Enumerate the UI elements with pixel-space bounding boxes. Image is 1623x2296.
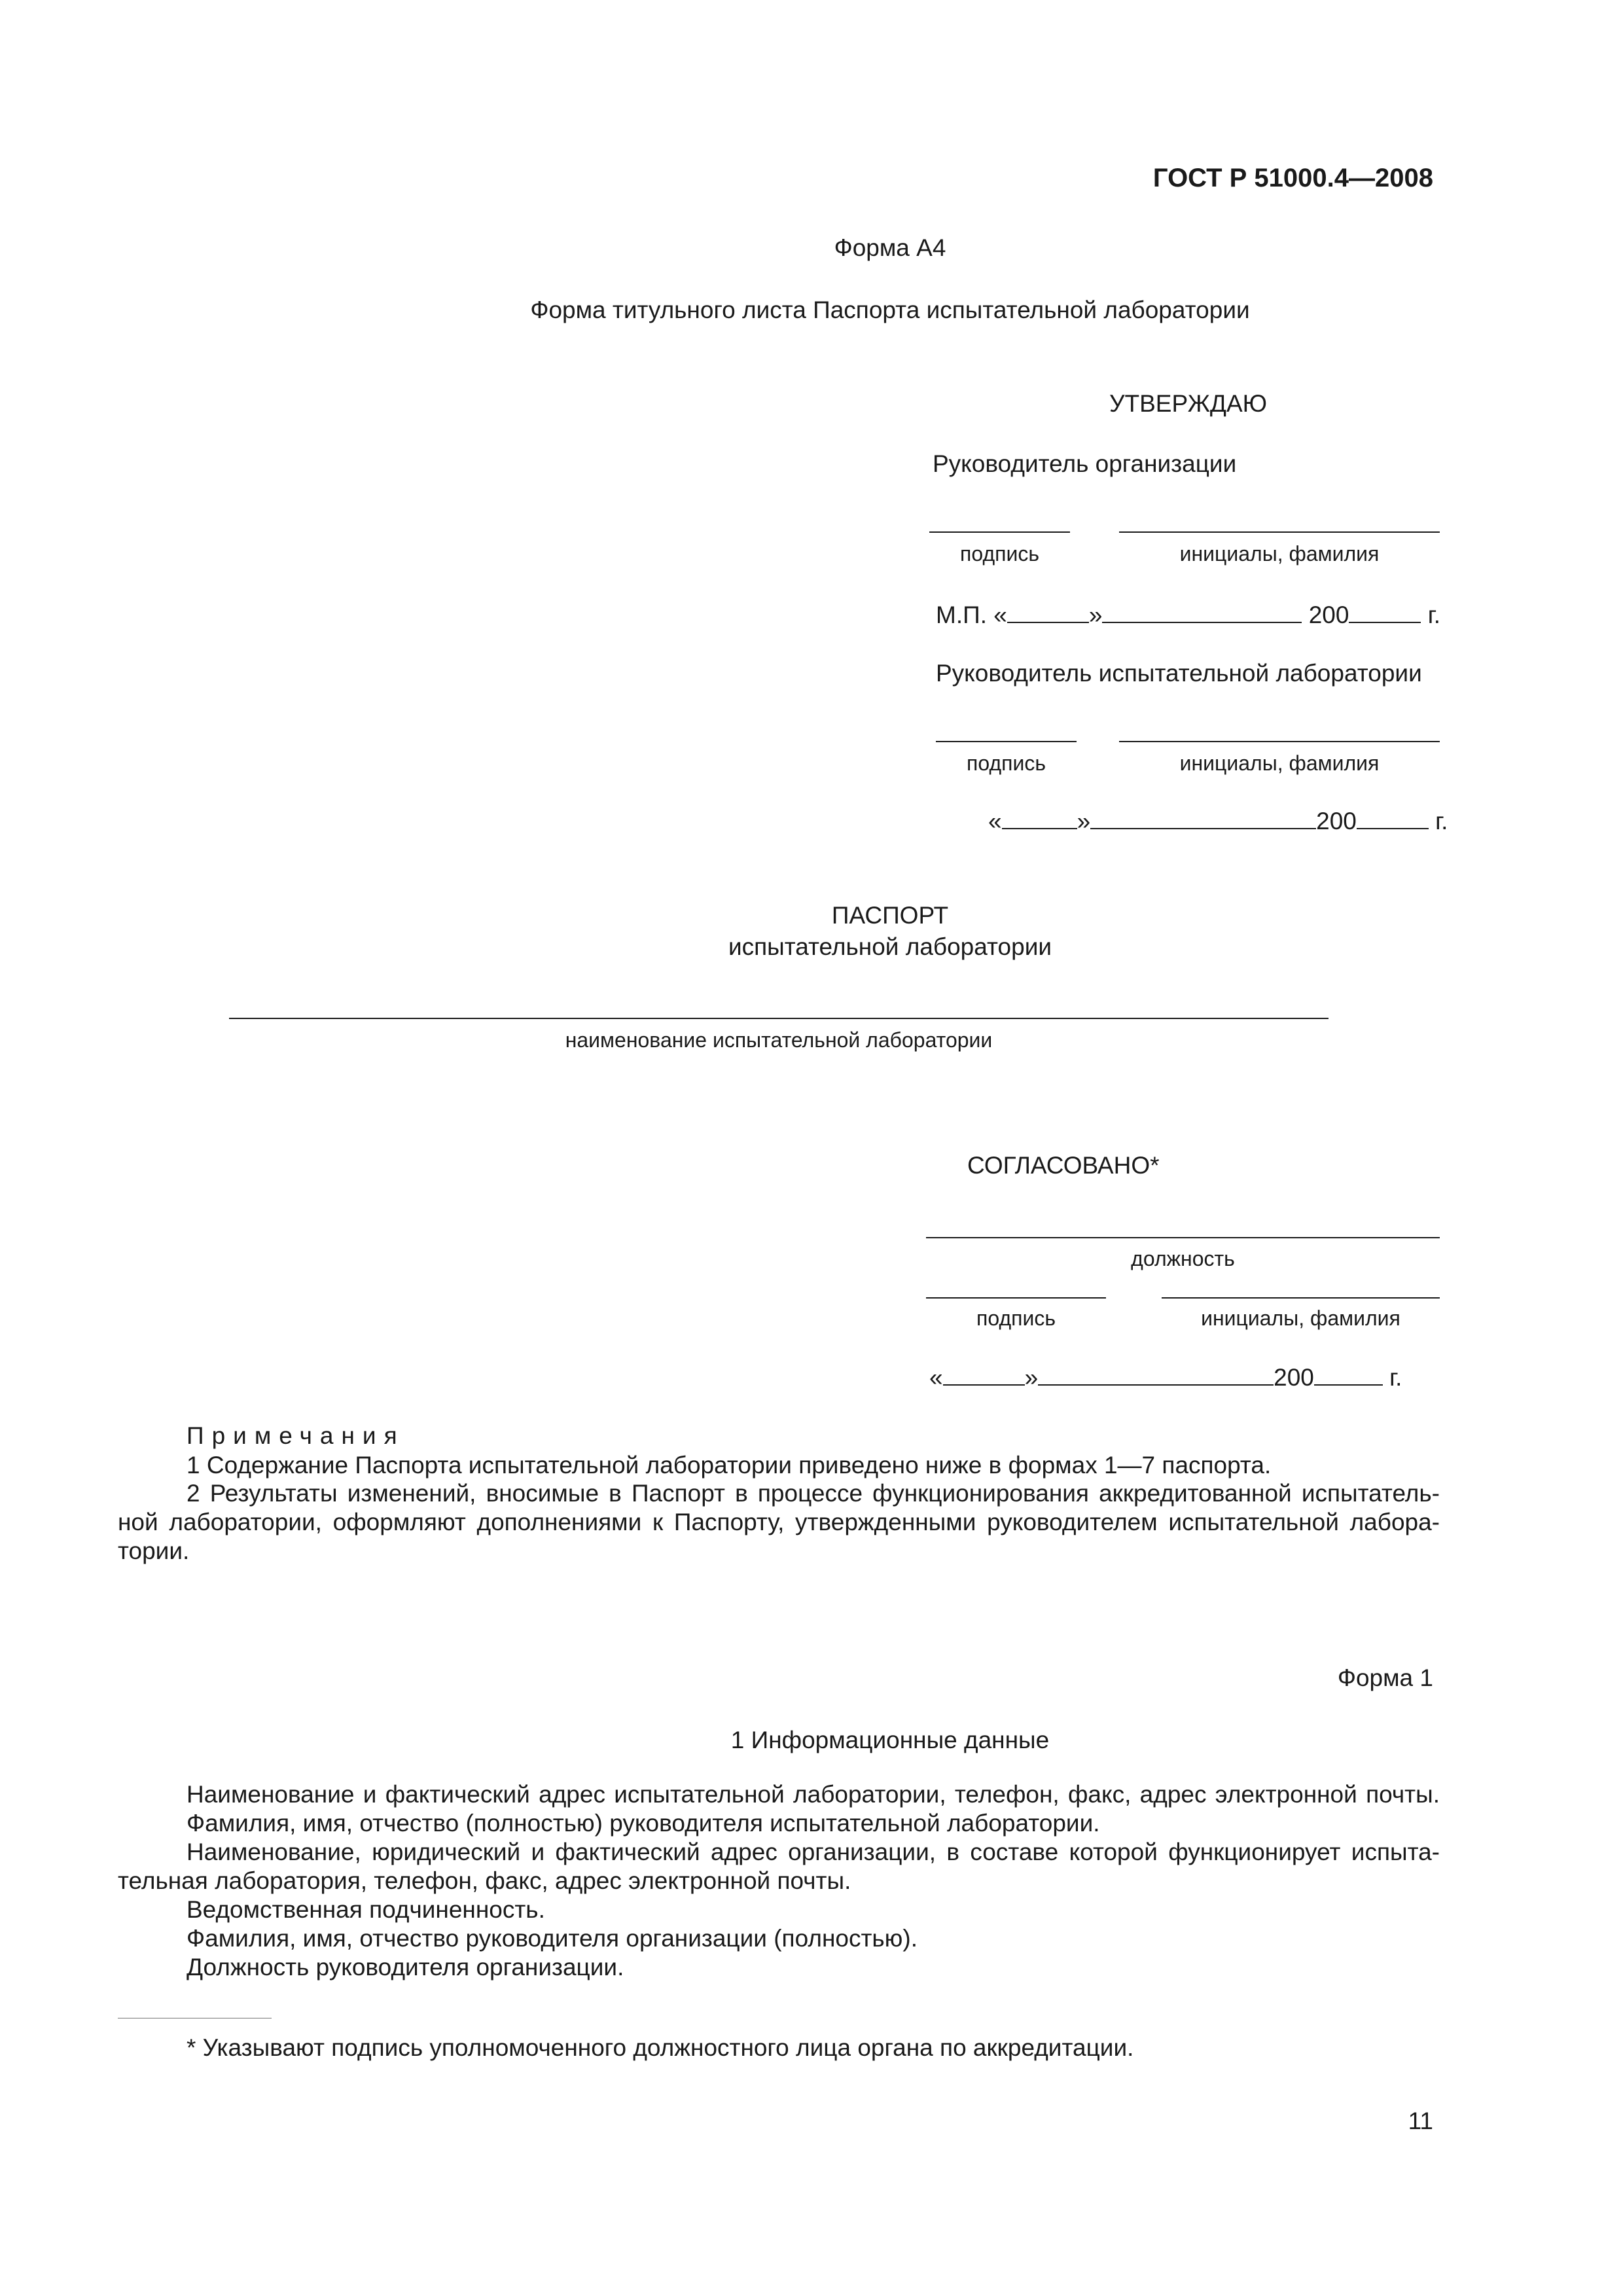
name-caption: инициалы, фамилия (1201, 1306, 1400, 1330)
approval-heading: УТВЕРЖДАЮ (1109, 390, 1268, 417)
form-a4-label: Форма А4 (834, 234, 946, 261)
year-blank (1357, 808, 1429, 829)
day-blank (943, 1365, 1025, 1386)
form-1-line-5: Фамилия, имя, отчество руководителя организации (полностью). (187, 1925, 918, 1952)
agreed-date-line: « » 200 г. (929, 1364, 1402, 1391)
agreed-signature-line (926, 1297, 1106, 1299)
notes-heading: Примечания (187, 1422, 405, 1449)
org-head-title: Руководитель организации (933, 450, 1237, 477)
org-head-date-line: М.П. « » 200 г. (936, 601, 1440, 628)
lab-head-name-line (1119, 741, 1440, 742)
footnote-text: * Указывают подпись уполномоченного должностного лица органа по аккредитации. (187, 2034, 1134, 2061)
month-blank (1102, 602, 1302, 623)
signature-caption: подпись (967, 751, 1046, 775)
note-2-line-1: 2 Результаты изменений, вносимые в Паспорт в процессе функционирования аккредитованной испытатель- (187, 1480, 1440, 1507)
lab-head-signature-line (936, 741, 1077, 742)
year-blank (1314, 1365, 1383, 1386)
lab-name-line (229, 1018, 1329, 1019)
day-blank (1002, 808, 1077, 829)
org-head-name-line (1119, 531, 1440, 533)
signature-caption: подпись (976, 1306, 1056, 1330)
position-line (926, 1237, 1440, 1238)
form-1-line-3b: тельная лаборатория, телефон, факс, адрес электронной почты. (118, 1867, 851, 1894)
note-2-line-2: ной лаборатории, оформляют дополнениями к Паспорту, утвержденными руководителем испытательной лабора- (118, 1509, 1440, 1535)
lab-head-title: Руководитель испытательной лаборатории (936, 660, 1422, 687)
position-caption: должность (1131, 1247, 1235, 1270)
form-1-line-2: Фамилия, имя, отчество (полностью) руководителя испытательной лаборатории. (187, 1810, 1100, 1837)
agreed-heading: СОГЛАСОВАНО* (967, 1152, 1160, 1179)
section-title: 1 Информационные данные (730, 1727, 1050, 1753)
passport-subtitle: испытательной лаборатории (728, 933, 1052, 960)
note-2-line-3: тории. (118, 1537, 190, 1564)
month-blank (1038, 1365, 1274, 1386)
form-1-line-4: Ведомственная подчиненность. (187, 1896, 545, 1923)
passport-title: ПАСПОРТ (831, 902, 949, 929)
agreed-name-line (1162, 1297, 1440, 1299)
year-blank (1349, 602, 1421, 623)
standard-code: ГОСТ Р 51000.4—2008 (1152, 164, 1433, 192)
name-caption: инициалы, фамилия (1179, 542, 1380, 565)
signature-caption: подпись (960, 542, 1039, 565)
lab-head-date-line: « » 200 г. (988, 808, 1448, 834)
day-blank (1007, 602, 1089, 623)
month-blank (1090, 808, 1316, 829)
page-number: 11 (1408, 2108, 1433, 2134)
org-head-signature-line (929, 531, 1070, 533)
form-1-line-6: Должность руководителя организации. (187, 1954, 624, 1981)
lab-name-caption: наименование испытательной лаборатории (565, 1028, 993, 1052)
form-1-line-1: Наименование и фактический адрес испытательной лаборатории, телефон, факс, адрес электронной почты. (187, 1781, 1440, 1808)
note-1: 1 Содержание Паспорта испытательной лаборатории приведено ниже в формах 1—7 паспорта. (187, 1452, 1272, 1479)
form-1-line-3a: Наименование, юридический и фактический адрес организации, в составе которой функционирует испыта- (187, 1839, 1440, 1865)
form-a4-title: Форма титульного листа Паспорта испытательной лаборатории (530, 296, 1250, 323)
form-1-label: Форма 1 (1337, 1664, 1433, 1691)
name-caption: инициалы, фамилия (1179, 751, 1380, 775)
